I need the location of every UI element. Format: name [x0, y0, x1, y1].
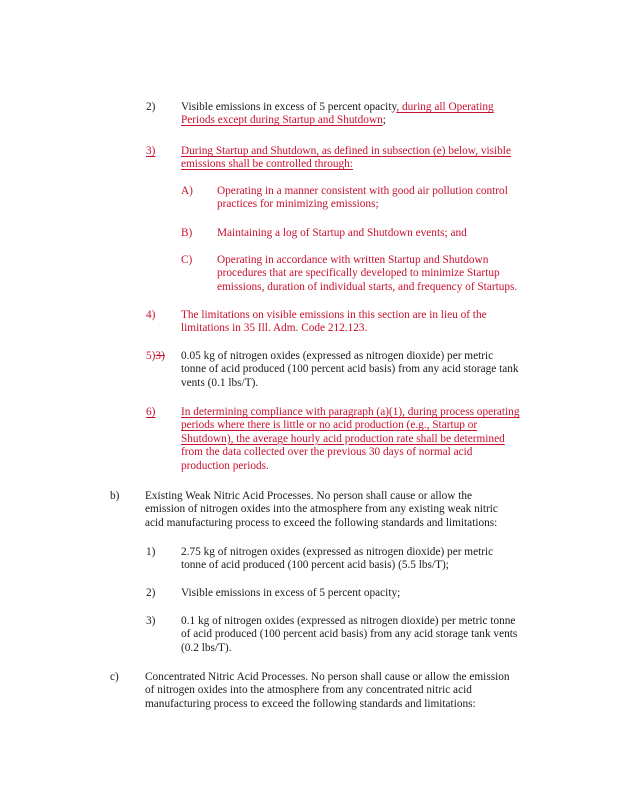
- subitem-number: B): [181, 227, 193, 239]
- subitem-text-line: practices for minimizing emissions;: [217, 198, 379, 211]
- item-number: 2): [146, 587, 156, 599]
- item-text-line: 0.05 kg of nitrogen oxides (expressed as nitrogen dioxide) per metric: [181, 350, 494, 362]
- deleted-number: 3): [155, 350, 165, 362]
- item-number: 4): [146, 309, 156, 321]
- subitem-number: A): [181, 185, 193, 197]
- subsection-text-line: emission of nitrogen oxides into the atmosphere from any existing weak nitric: [145, 503, 498, 516]
- inserted-text: Periods except during Startup and Shutdown: [181, 114, 383, 127]
- item-number: 6): [146, 406, 156, 418]
- subsection-text-line: of nitrogen oxides into the atmosphere from any concentrated nitric acid: [145, 684, 472, 697]
- subitem-text-line: Operating in accordance with written Startup and Shutdown: [217, 254, 489, 266]
- item-text: Visible emissions in excess of 5 percent opacity: [181, 101, 397, 113]
- inserted-text-line: In determining compliance with paragraph (a)(1), during process operating: [181, 406, 520, 418]
- inserted-text-line: periods where there is little or no acid production (e.g., Startup or: [181, 419, 478, 432]
- subitem-text-line: Maintaining a log of Startup and Shutdown events; and: [217, 227, 467, 239]
- subsection-text-line: Existing Weak Nitric Acid Processes. No person shall cause or allow the: [145, 490, 473, 502]
- subitem-number: C): [181, 254, 193, 266]
- subsection-number: c): [110, 671, 119, 683]
- item-text-line: vents (0.1 lbs/T).: [181, 376, 259, 389]
- item-text-line: 0.1 kg of nitrogen oxides (expressed as nitrogen dioxide) per metric tonne: [181, 615, 516, 627]
- item-text-line: The limitations on visible emissions in this section are in lieu of the: [181, 309, 487, 321]
- subitem-text-line: emissions, duration of individual starts, and frequency of Startups.: [217, 280, 518, 293]
- inserted-number: 5): [146, 350, 156, 362]
- inserted-text-line: Shutdown), the average hourly acid production rate shall be determined: [181, 432, 505, 445]
- item-number: 3): [146, 145, 156, 157]
- item-text-line: production periods.: [181, 459, 269, 472]
- subsection-text-line: Concentrated Nitric Acid Processes. No person shall cause or allow the emission: [145, 671, 510, 683]
- item-text-line: (0.2 lbs/T).: [181, 641, 232, 654]
- item-text-line: emissions shall be controlled through:: [181, 158, 353, 171]
- subitem-text-line: Operating in a manner consistent with good air pollution control: [217, 185, 508, 197]
- item-text-line: 2.75 kg of nitrogen oxides (expressed as nitrogen dioxide) per metric: [181, 546, 494, 558]
- item-number: 2): [146, 101, 156, 113]
- item-text-line: of acid produced (100 percent acid basis) from any acid storage tank vents: [181, 628, 518, 641]
- item-text-line: tonne of acid produced (100 percent acid basis) (5.5 lbs/T);: [181, 559, 449, 572]
- inserted-text: , during all Operating: [396, 101, 494, 113]
- item-text-line: limitations in 35 Ill. Adm. Code 212.123.: [181, 322, 368, 335]
- subsection-number: b): [110, 490, 120, 502]
- item-text-line: During Startup and Shutdown, as defined in subsection (e) below, visible: [181, 145, 511, 157]
- item-number: 3): [146, 615, 156, 627]
- item-text-line: tonne of acid produced (100 percent acid basis) from any acid storage tank: [181, 363, 519, 376]
- subitem-text-line: procedures that are specifically developed to minimize Startup: [217, 267, 500, 280]
- item-text-line: Visible emissions in excess of 5 percent opacity;: [181, 587, 401, 599]
- subsection-text-line: acid manufacturing process to exceed the following standards and limitations:: [145, 516, 498, 529]
- item-number: 1): [146, 546, 156, 558]
- item-text-line: from the data collected over the previous 30 days of normal acid: [181, 446, 473, 459]
- item-text: ;: [382, 114, 386, 127]
- subsection-text-line: manufacturing process to exceed the following standards and limitations:: [145, 697, 476, 710]
